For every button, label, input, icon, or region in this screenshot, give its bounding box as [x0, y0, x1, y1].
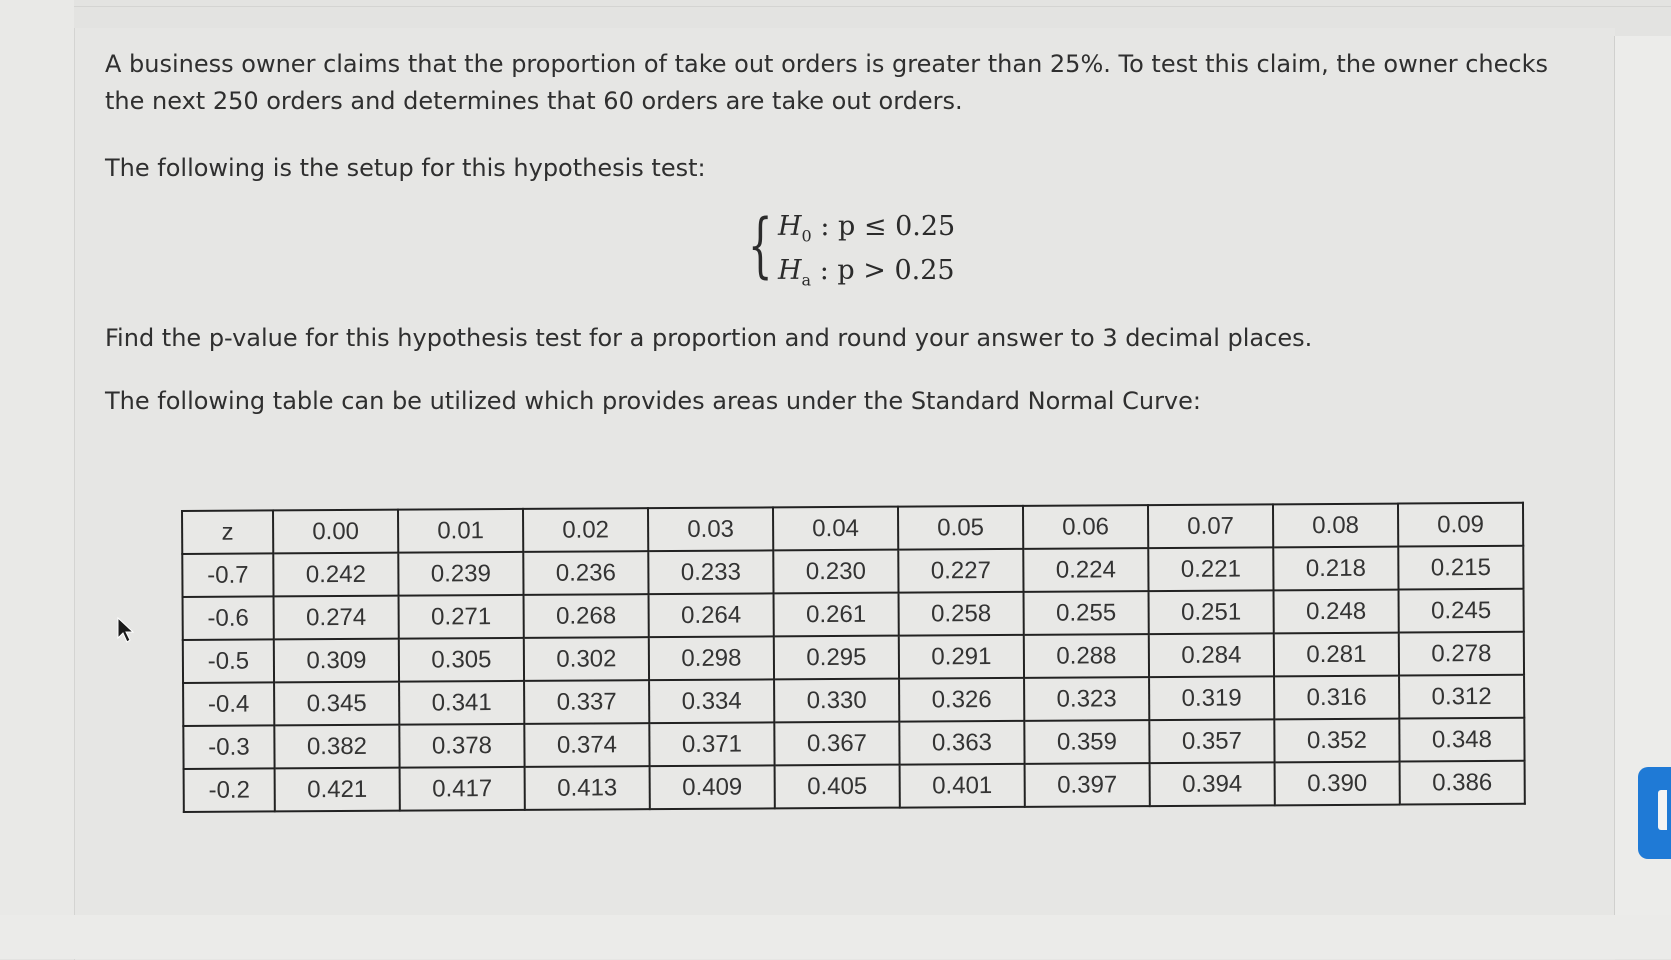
area-cell: 0.341: [399, 681, 524, 725]
area-cell: 0.405: [775, 765, 900, 809]
null-relation: : p ≤ 0.25: [820, 211, 956, 242]
null-symbol: H: [778, 211, 802, 242]
area-cell: 0.255: [1024, 591, 1149, 635]
z-value-cell: -0.7: [182, 553, 273, 597]
area-cell: 0.242: [273, 553, 398, 597]
area-cell: 0.230: [773, 550, 898, 594]
area-cell: 0.413: [525, 766, 650, 810]
table-header-cell: 0.05: [898, 506, 1023, 550]
area-cell: 0.261: [774, 593, 899, 637]
table-header-cell: 0.06: [1023, 505, 1148, 549]
setup-text: The following is the setup for this hypothesis test:: [105, 154, 706, 182]
area-cell: 0.218: [1273, 547, 1398, 591]
area-cell: 0.271: [399, 595, 524, 639]
area-cell: 0.274: [274, 596, 399, 640]
area-cell: 0.390: [1275, 762, 1400, 806]
table-header-cell: 0.00: [273, 510, 398, 554]
table-header-cell: 0.02: [523, 508, 648, 552]
alt-relation: : p > 0.25: [819, 255, 955, 286]
area-cell: 0.348: [1399, 718, 1524, 762]
area-cell: 0.374: [524, 723, 649, 767]
area-cell: 0.288: [1024, 634, 1149, 678]
z-value-cell: -0.3: [183, 725, 274, 769]
area-cell: 0.227: [898, 549, 1023, 593]
area-cell: 0.421: [275, 768, 400, 812]
area-cell: 0.316: [1274, 676, 1399, 720]
z-value-cell: -0.5: [183, 639, 274, 683]
table-header-cell: 0.04: [773, 507, 898, 551]
area-cell: 0.302: [524, 637, 649, 681]
table-header-cell: 0.03: [648, 507, 773, 551]
area-cell: 0.363: [899, 721, 1024, 765]
alternative-hypothesis: [778, 255, 955, 289]
area-cell: 0.224: [1023, 548, 1148, 592]
area-cell: 0.284: [1149, 633, 1274, 677]
area-cell: 0.367: [774, 722, 899, 766]
hypotheses-block: [748, 205, 978, 295]
area-cell: 0.264: [649, 593, 774, 637]
area-cell: 0.326: [899, 678, 1024, 722]
area-cell: 0.248: [1274, 590, 1399, 634]
area-cell: 0.233: [648, 550, 773, 594]
table-header-cell: 0.07: [1148, 504, 1273, 548]
task-text: Find the p-value for this hypothesis test for a proportion and round your answer to 3 decimal places.: [105, 324, 1313, 352]
area-cell: 0.215: [1398, 546, 1523, 590]
alt-symbol: H: [778, 255, 802, 286]
area-cell: 0.401: [900, 764, 1025, 808]
table-row: [184, 761, 1525, 812]
area-cell: 0.378: [399, 724, 524, 768]
table-header-cell: 0.08: [1273, 504, 1398, 548]
area-cell: 0.323: [1024, 677, 1149, 721]
area-cell: 0.268: [524, 594, 649, 638]
mouse-pointer-icon: [116, 617, 136, 643]
top-divider: [0, 6, 1671, 7]
area-cell: 0.295: [774, 636, 899, 680]
area-cell: 0.371: [649, 722, 774, 766]
area-cell: 0.359: [1024, 720, 1149, 764]
area-cell: 0.258: [899, 592, 1024, 636]
area-cell: 0.239: [398, 552, 523, 596]
left-margin: [0, 0, 74, 915]
table-intro: The following table can be utilized which provides areas under the Standard Normal Curve:: [105, 387, 1201, 415]
z-value-cell: -0.2: [184, 768, 275, 812]
bottom-margin: [0, 915, 1671, 959]
area-cell: 0.251: [1149, 590, 1274, 634]
area-cell: 0.298: [649, 636, 774, 680]
null-hypothesis: [778, 211, 955, 245]
table-header-cell: 0.01: [398, 509, 523, 553]
area-cell: 0.417: [400, 767, 525, 811]
null-subscript: 0: [801, 226, 812, 246]
area-cell: 0.394: [1150, 762, 1275, 806]
area-cell: 0.221: [1148, 547, 1273, 591]
z-value-cell: -0.4: [183, 682, 274, 726]
area-cell: 0.236: [523, 551, 648, 595]
area-cell: 0.382: [274, 725, 399, 769]
area-cell: 0.330: [774, 679, 899, 723]
area-cell: 0.357: [1149, 719, 1274, 763]
area-cell: 0.397: [1025, 763, 1150, 807]
area-cell: 0.305: [399, 638, 524, 682]
alt-subscript: a: [801, 270, 812, 290]
area-cell: 0.245: [1399, 589, 1524, 633]
feedback-tab-icon: [1658, 790, 1667, 830]
z-table-container: [181, 502, 1526, 813]
area-cell: 0.386: [1400, 761, 1525, 805]
area-cell: 0.409: [650, 765, 775, 809]
area-cell: 0.291: [899, 635, 1024, 679]
z-value-cell: -0.6: [183, 596, 274, 640]
area-cell: 0.312: [1399, 675, 1524, 719]
table-header-cell: 0.09: [1398, 503, 1523, 547]
area-cell: 0.352: [1274, 719, 1399, 763]
area-cell: 0.309: [274, 639, 399, 683]
area-cell: 0.319: [1149, 676, 1274, 720]
table-header-cell: z: [182, 510, 273, 554]
area-cell: 0.278: [1399, 632, 1524, 676]
z-table: [181, 502, 1526, 813]
area-cell: 0.345: [274, 682, 399, 726]
area-cell: 0.334: [649, 679, 774, 723]
area-cell: 0.281: [1274, 633, 1399, 677]
area-cell: 0.337: [524, 680, 649, 724]
brace-symbol: {: [748, 204, 773, 286]
question-intro: A business owner claims that the proportion of take out orders is greater than 25%. To test this claim, the owner checks the next 250 orders and determines that 60 orders are take out orders.: [105, 50, 1548, 115]
